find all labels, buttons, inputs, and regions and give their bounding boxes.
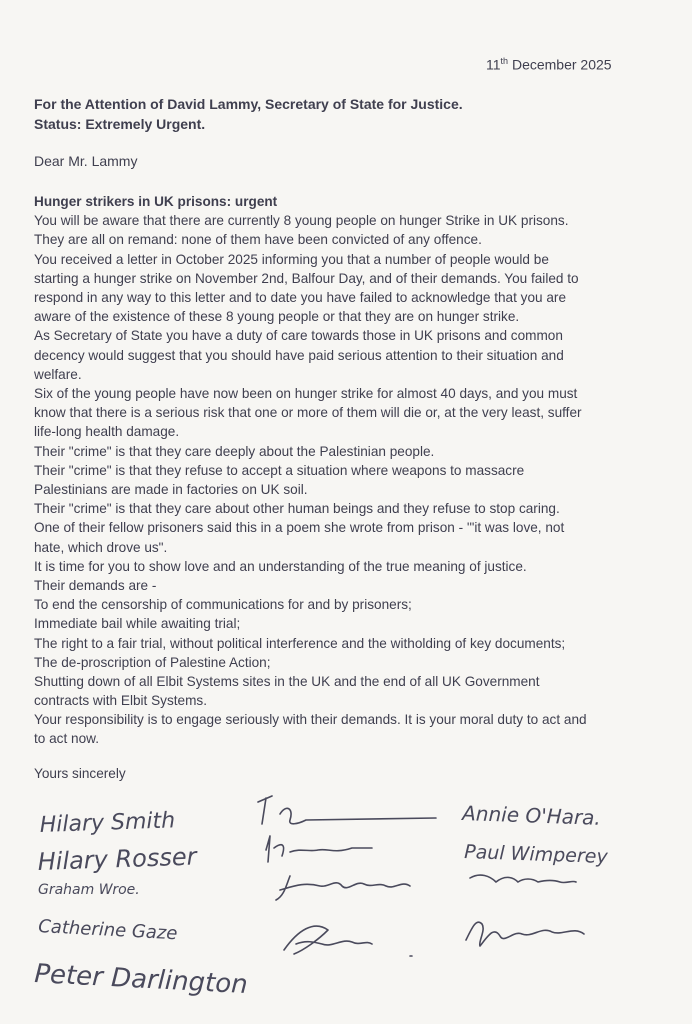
body-line: Their "crime" is that they care about other human beings and they refuse to stop caring. (34, 501, 560, 517)
body-line: To end the censorship of communications for and by prisoners; (34, 597, 412, 613)
body-line: Shutting down of all Elbit Systems sites in the UK and the end of all UK Government (34, 674, 540, 690)
body-line: Their demands are - (34, 578, 157, 594)
body-line: It is time for you to show love and an understanding of the true meaning of justice. (34, 558, 527, 574)
body-line: The de-proscription of Palestine Action; (34, 654, 271, 670)
attention-line: For the Attention of David Lammy, Secretary of State for Justice. (34, 96, 463, 112)
signature-peter-darlington: Peter Darlington (33, 959, 249, 1001)
body-line: know that there is a serious risk that one or more of them will die or, at the very least, suffer (34, 405, 582, 421)
signature-scribble-1 (258, 796, 436, 824)
body-line: aware of the existence of these 8 young people or that they are on hunger strike. (34, 309, 520, 325)
body-line: Palestinians are made in factories on UK soil. (34, 482, 308, 498)
closing-line: Your responsibility is to engage seriously with their demands. It is your moral duty to act and (34, 712, 587, 727)
signature-catherine-gaze: Catherine Gaze (37, 916, 178, 945)
letter-date: 11th December 2025 (486, 56, 612, 73)
signature-hilary-rosser: Hilary Rosser (37, 842, 197, 876)
body-line: One of their fellow prisoners said this in a poem she wrote from prison - '"it was love, not (34, 520, 565, 536)
sign-off: Yours sincerely (34, 766, 126, 781)
status-line: Status: Extremely Urgent. (34, 116, 206, 132)
body-line: The right to a fair trial, without political interference and the witholding of key documents; (34, 635, 566, 651)
signature-scribble-3 (276, 876, 410, 900)
signature-scribble-5 (470, 875, 576, 883)
signature-scribble-4 (284, 926, 412, 956)
body-line: You received a letter in October 2025 informing you that a number of people would be (34, 251, 549, 267)
body-line: As Secretary of State you have a duty of care towards those in UK prisons and common (34, 328, 563, 344)
letter-body (34, 192, 674, 710)
closing-line: to act now. (34, 731, 99, 747)
body-line: contracts with Elbit Systems. (34, 693, 207, 709)
body-line: You will be aware that there are currently 8 young people on hunger Strike in UK prisons. (34, 213, 569, 229)
closing-paragraph (34, 710, 674, 748)
signature-paul-wimperey: Paul Wimperey (463, 841, 609, 869)
signature-graham-wroe: Graham Wroe. (38, 882, 140, 898)
body-line: Their "crime" is that they care deeply about the Palestinian people. (34, 443, 435, 459)
body-line: Their "crime" is that they refuse to accept a situation where weapons to massacre (34, 462, 525, 478)
signature-scribble-6 (466, 922, 584, 946)
subject-line: Hunger strikers in UK prisons: urgent (34, 194, 278, 209)
body-line: Six of the young people have now been on hunger strike for almost 40 days, and you must (34, 386, 578, 402)
body-line: life-long health damage. (34, 424, 180, 440)
body-line: decency would suggest that you should have paid serious attention to their situation and (34, 347, 564, 363)
body-line: welfare. (34, 366, 82, 382)
signature-scribble-2 (266, 836, 372, 862)
attention-block (34, 94, 463, 134)
body-line: starting a hunger strike on November 2nd, Balfour Day, and of their demands. You failed to (34, 270, 579, 286)
body-line: They are all on remand: none of them have been convicted of any offence. (34, 232, 482, 248)
body-line: respond in any way to this letter and to date you have failed to acknowledge that you are (34, 290, 567, 306)
signature-hilary-smith: Hilary Smith (39, 808, 176, 838)
signature-annie-ohara: Annie O'Hara. (461, 801, 602, 830)
body-line: hate, which drove us". (34, 539, 168, 555)
salutation: Dear Mr. Lammy (34, 153, 138, 169)
signatures-area (0, 780, 692, 1024)
body-line: Immediate bail while awaiting trial; (34, 616, 241, 632)
